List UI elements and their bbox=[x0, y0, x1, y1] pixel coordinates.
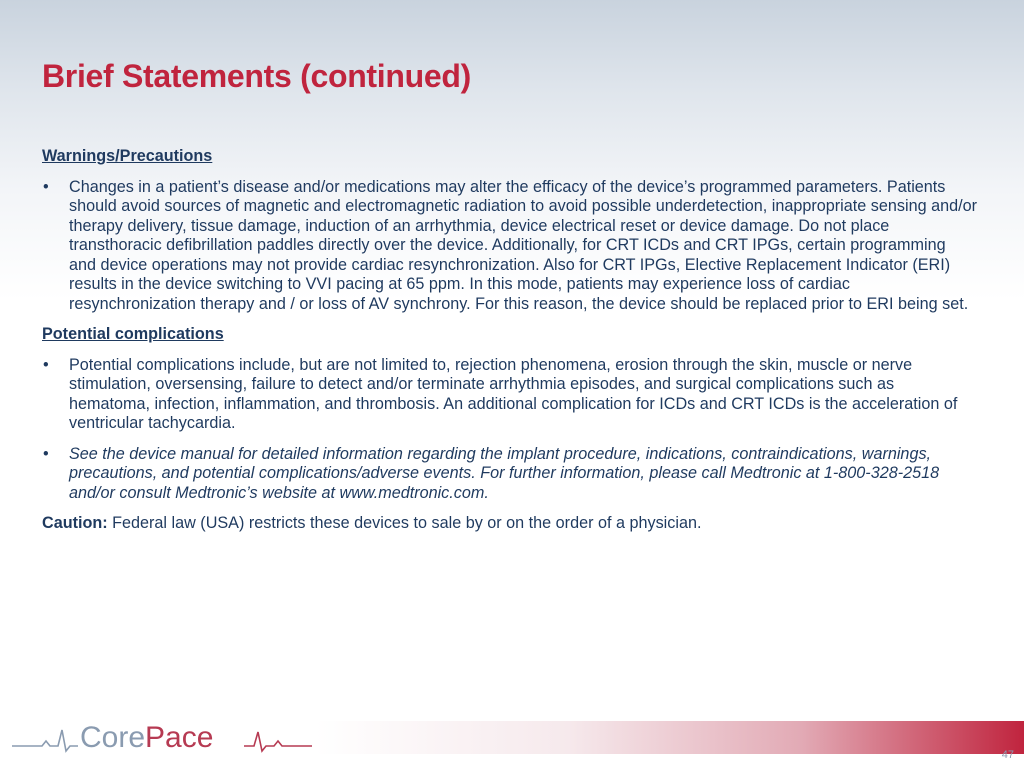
device-manual-bullet-text: See the device manual for detailed information regarding the implant procedure, indications, contraindications, warnings, precautions, and potential complications/adverse events. For further information, please call Medtronic at 1-800-328-2518 and/or consult Medtronic’s website at www.medtronic.com. bbox=[69, 444, 940, 502]
page-number: 47 bbox=[1001, 749, 1014, 761]
logo-core-text: Core bbox=[80, 721, 146, 754]
complications-bullet-text: Potential complications include, but are not limited to, rejection phenomena, erosion through the skin, muscle or nerve stimulation, oversensing, failure to detect and/or terminate arrhythmia episodes, and surgical complications such as hematoma, infection, inflammation, and thrombosis. An additional complication for ICDs and CRT ICDs is the acceleration of ventricular tachycardia. bbox=[69, 355, 958, 432]
caution-statement bbox=[42, 514, 977, 534]
caution-label: Caution: bbox=[42, 514, 108, 532]
slide-content bbox=[42, 147, 977, 534]
device-manual-bullet-item bbox=[42, 445, 977, 504]
warnings-bullet-text: Changes in a patient’s disease and/or medications may alter the efficacy of the device’s programmed parameters. Patients should avoid sources of magnetic and electromagnetic radiation to avoid possible underdetection, inappropriate sensing and/or therapy delivery, tissue damage, induction of an arrhythmia, device electrical reset or device damage. Do not place transthoracic defibrillation paddles directly over the device. Additionally, for CRT ICDs and CRT IPGs, certain programming and device operations may not provide cardiac resynchronization. Also for CRT IPGs, Elective Replacement Indicator (ERI) results in the device switching to VVI pacing at 65 ppm. In this mode, patients may experience loss of cardiac resynchronization therapy and / or loss of AV synchrony. For this reason, the device should be replaced prior to ERI being set. bbox=[69, 177, 977, 313]
bullet-icon: • bbox=[43, 355, 49, 374]
warnings-bullet-item bbox=[42, 178, 977, 315]
corepace-logo bbox=[12, 721, 312, 754]
bullet-icon: • bbox=[43, 444, 49, 463]
complications-bullet-item bbox=[42, 356, 977, 434]
caution-text: Federal law (USA) restricts these devices to sale by or on the order of a physician. bbox=[107, 514, 702, 532]
logo-wordmark bbox=[80, 722, 213, 754]
slide-title: Brief Statements (continued) bbox=[42, 58, 471, 94]
logo-pace-text: Pace bbox=[145, 721, 214, 754]
warnings-heading: Warnings/Precautions bbox=[42, 147, 213, 165]
complications-heading: Potential complications bbox=[42, 325, 224, 343]
bullet-icon: • bbox=[43, 177, 49, 196]
